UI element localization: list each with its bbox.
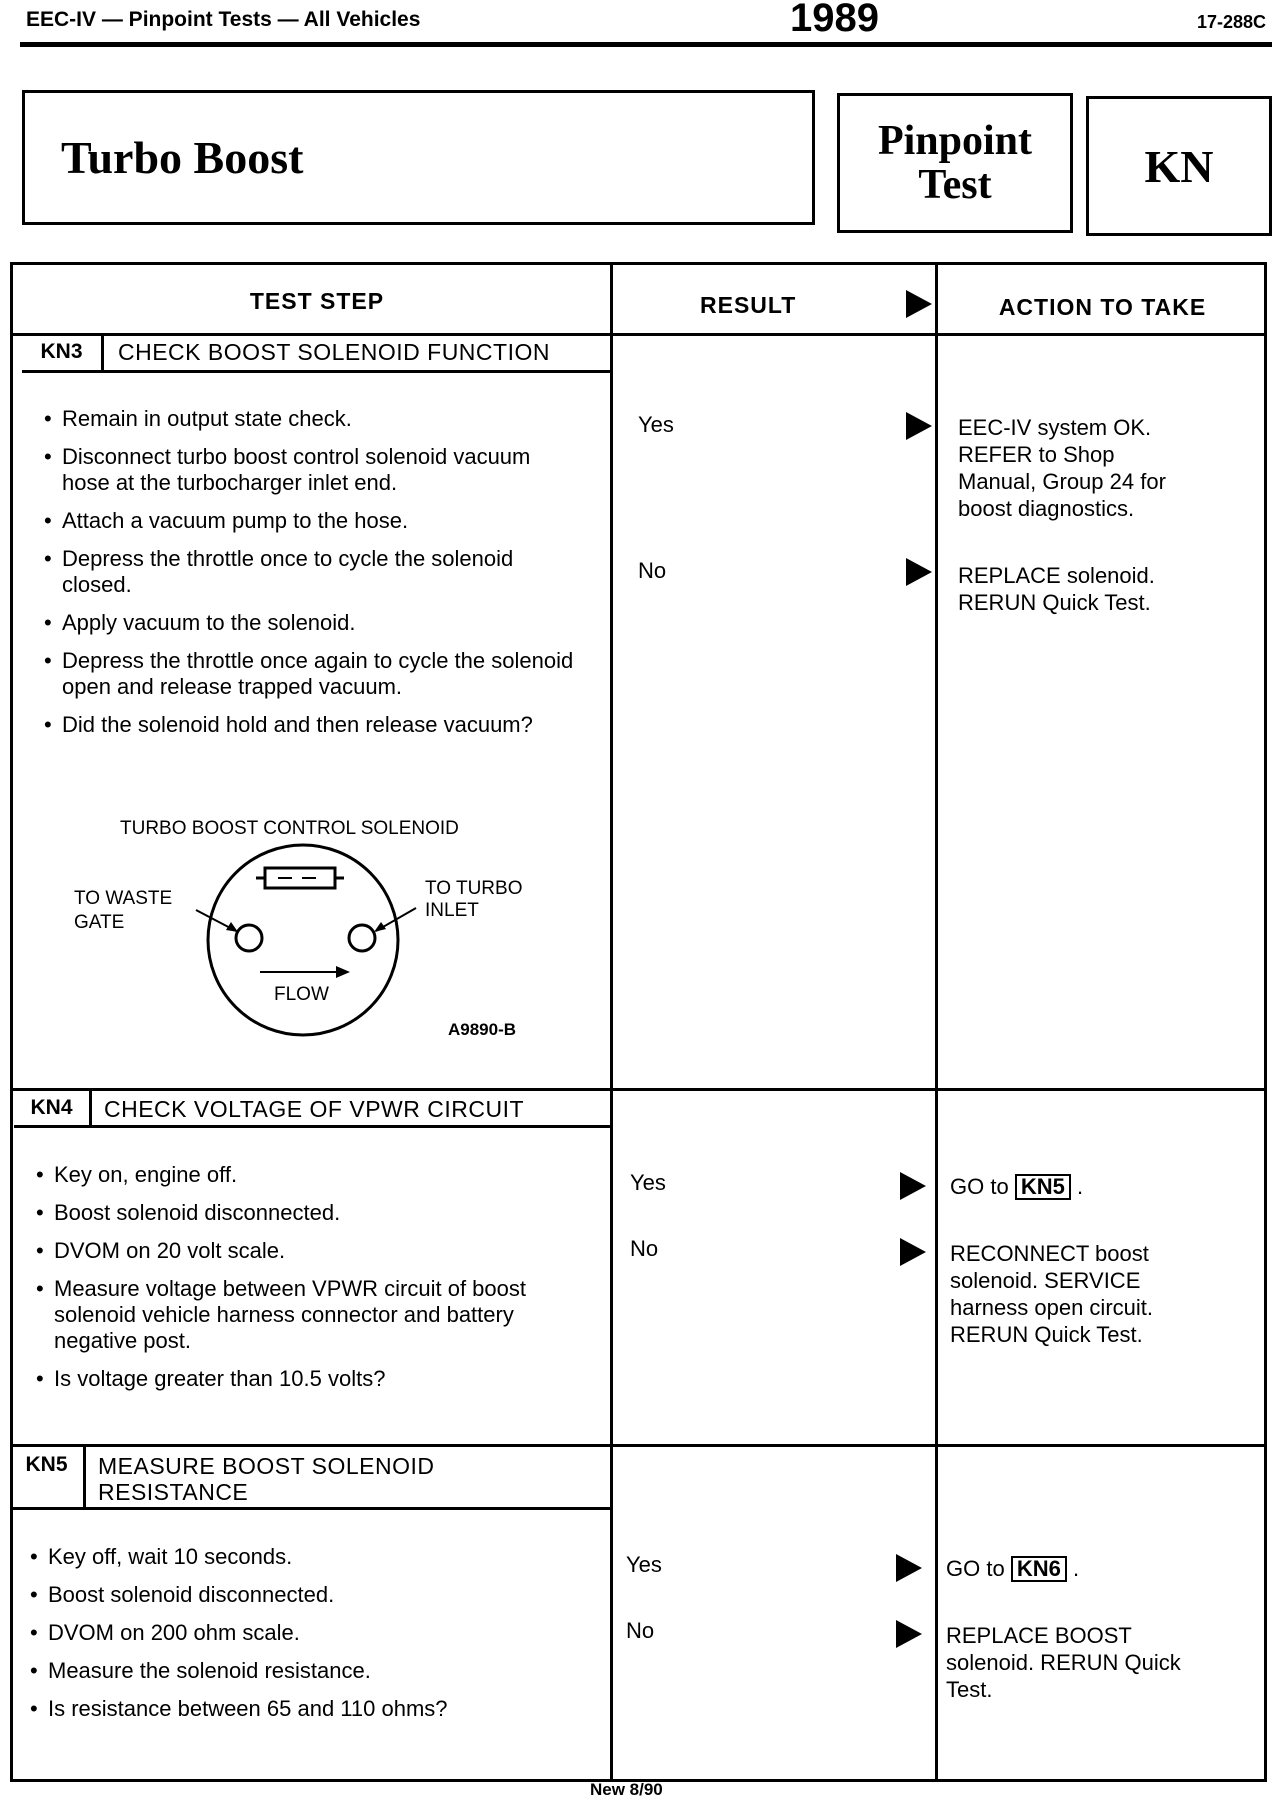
result-no: No [630,1236,659,1261]
action-goto-kn5 [950,1173,1250,1200]
step-title: CHECK VOLTAGE OF VPWR CIRCUIT [104,1096,525,1122]
instruction-item: • Measure the solenoid resistance. [28,1658,588,1684]
result-arrow-icon [896,1554,922,1582]
instruction-item: • Did the solenoid hold and then release vacuum? [42,712,582,738]
solenoid-connector [265,868,335,888]
header-rule [20,42,1272,47]
solenoid-diagram [60,810,560,1050]
test-code-box [1086,96,1272,236]
instruction-item: • Depress the throttle once again to cycle the solenoid open and release trapped vacuum. [42,648,582,700]
diagram-title: TURBO BOOST CONTROL SOLENOID [120,818,459,839]
instruction-item: • Apply vacuum to the solenoid. [42,610,582,636]
step-id: KN3 [22,334,104,370]
pinpoint-test-box [837,93,1073,233]
instruction-item: • Is voltage greater than 10.5 volts? [34,1366,594,1392]
result-yes: Yes [630,1170,666,1195]
label-to-turbo: TO TURBO [425,878,523,899]
action-text: RECONNECT boost solenoid. SERVICE harness open circuit. RERUN Quick Test. [950,1241,1153,1347]
header-page-number: 17-288C [1196,12,1266,32]
instruction-item: • DVOM on 20 volt scale. [34,1238,594,1264]
action-text: REPLACE BOOST solenoid. RERUN Quick Test. [946,1623,1181,1702]
test-title-box [22,90,815,225]
step-header-kn5 [10,1447,610,1510]
pinpoint-test-label: Pinpoint Test [877,118,1033,208]
column-divider-2 [935,262,938,1782]
step-header-kn3 [22,334,610,373]
action-suffix: . [1076,1174,1084,1199]
step-id: KN4 [14,1091,92,1125]
action-goto-kn6 [946,1555,1246,1582]
test-title: Turbo Boost [61,132,304,183]
step-instructions-kn5 [28,1544,588,1734]
column-divider-1 [610,262,613,1782]
action-suffix: . [1072,1556,1080,1581]
result-arrow-icon [906,412,932,440]
step-id: KN5 [10,1447,86,1507]
result-no: No [638,558,667,583]
instruction-item: • Remain in output state check. [42,406,582,432]
turbo-inlet-port [349,925,375,951]
instruction-item: • DVOM on 200 ohm scale. [28,1620,588,1646]
header-section-title: EEC-IV — Pinpoint Tests — All Vehicles [26,8,421,31]
instruction-item: • Attach a vacuum pump to the hose. [42,508,582,534]
instruction-item: • Key off, wait 10 seconds. [28,1544,588,1570]
step-reference-kn6[interactable]: KN6 [1011,1556,1067,1582]
instruction-item: • Is resistance between 65 and 110 ohms? [28,1696,588,1722]
column-header-action: ACTION TO TAKE [998,294,1207,320]
label-inlet: INLET [425,900,479,921]
label-gate: GATE [74,912,125,933]
action-prefix: GO to [950,1174,1009,1199]
action-text: REPLACE solenoid. RERUN Quick Test. [958,563,1155,615]
action-prefix: GO to [946,1556,1005,1581]
step-instructions-kn3 [42,406,582,750]
result-no: No [626,1618,655,1643]
instruction-item: • Disconnect turbo boost control solenoid vacuum hose at the turbocharger inlet end. [42,444,582,496]
result-yes: Yes [638,412,674,437]
instruction-item: • Boost solenoid disconnected. [28,1582,588,1608]
step-title: CHECK BOOST SOLENOID FUNCTION [118,339,550,365]
instruction-item: • Boost solenoid disconnected. [34,1200,594,1226]
step-title: MEASURE BOOST SOLENOID RESISTANCE [98,1453,435,1505]
result-arrow-icon [900,1172,926,1200]
result-arrow-icon [906,558,932,586]
step-reference-kn5[interactable]: KN5 [1015,1174,1071,1200]
instruction-item: • Depress the throttle once to cycle the solenoid closed. [42,546,582,598]
header-year: 1989 [790,0,879,40]
action-text: EEC-IV system OK. REFER to Shop Manual, Group 24 for boost diagnostics. [958,415,1166,521]
test-code: KN [1144,140,1214,192]
figure-id: A9890-B [448,1020,517,1039]
result-arrow-icon [900,1238,926,1266]
result-yes: Yes [626,1552,662,1577]
label-flow: FLOW [274,984,329,1005]
column-header-result: RESULT [700,292,797,318]
step-instructions-kn4 [34,1162,594,1404]
step-header-kn4 [14,1091,610,1128]
instruction-item: • Key on, engine off. [34,1162,594,1188]
result-arrow-icon [906,290,932,318]
waste-gate-port [236,925,262,951]
footer-revision: New 8/90 [590,1780,663,1799]
instruction-item: • Measure voltage between VPWR circuit of boost solenoid vehicle harness connector and battery negative post. [34,1276,594,1354]
result-arrow-icon [896,1620,922,1648]
column-header-test-step: TEST STEP [249,288,385,314]
label-to-waste: TO WASTE [74,888,173,909]
